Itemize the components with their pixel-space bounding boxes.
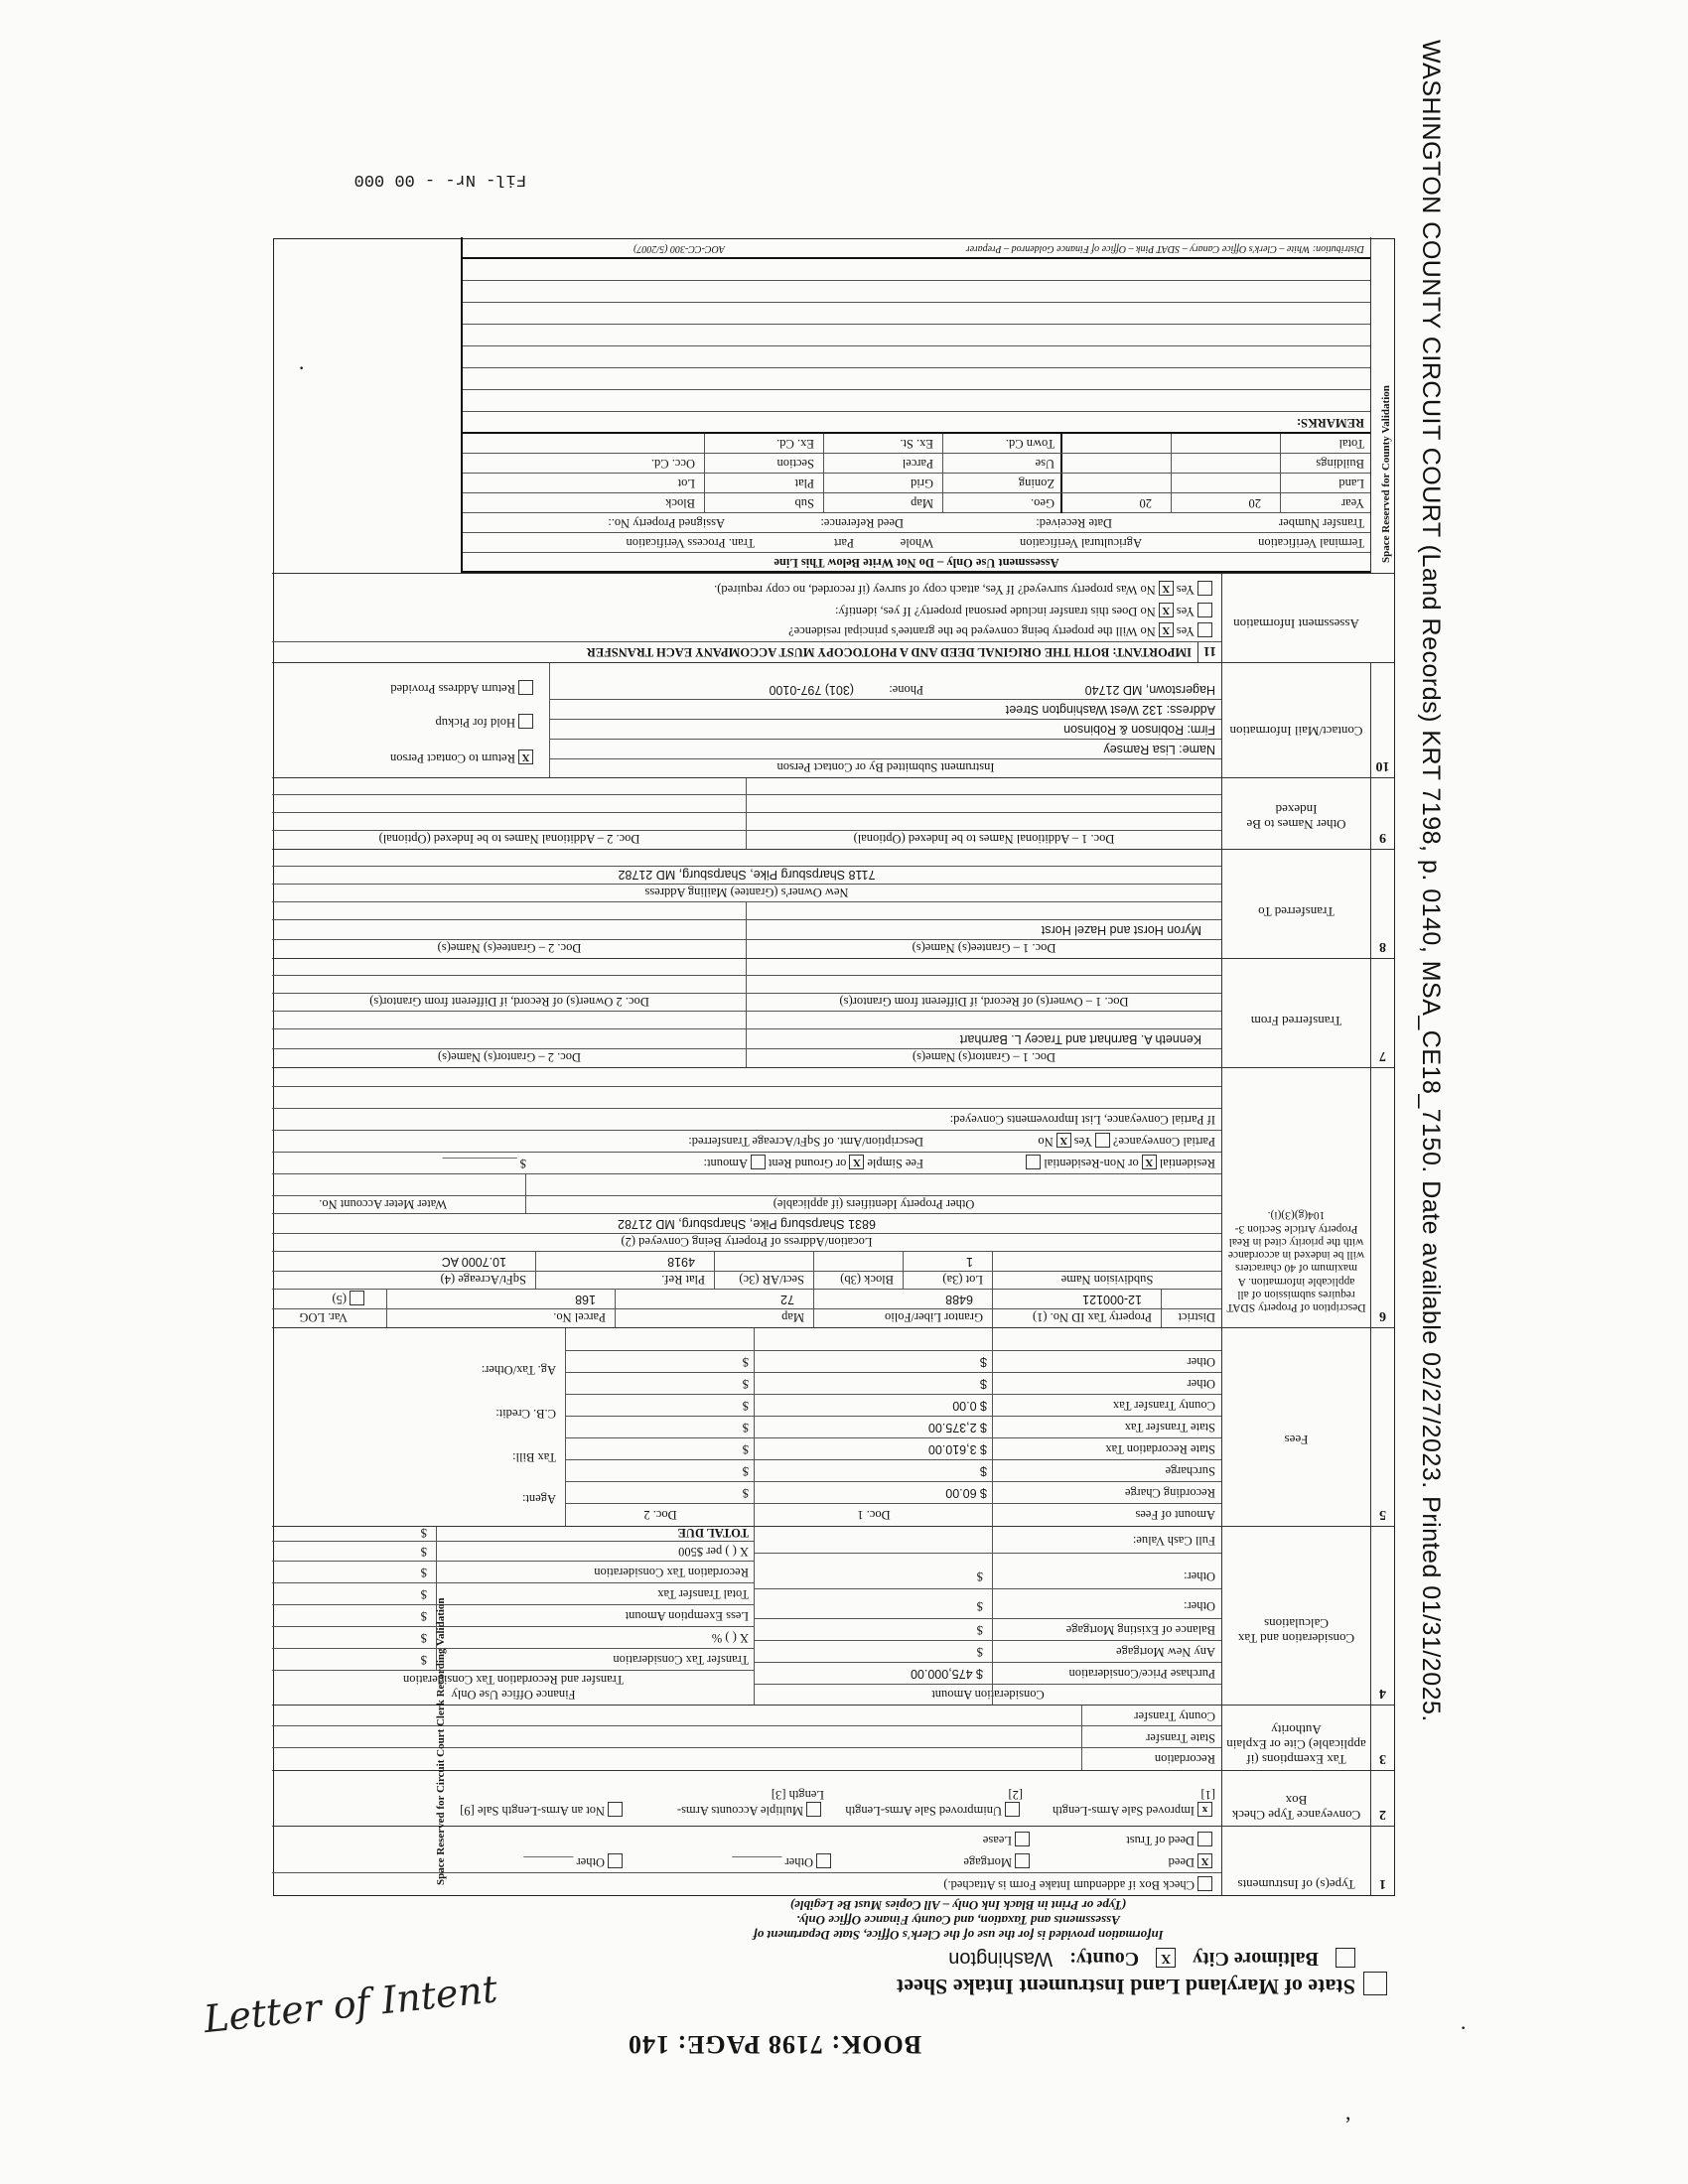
q3-yes-checkbox[interactable] bbox=[1197, 581, 1212, 596]
q2-no-checkbox[interactable]: X bbox=[1159, 603, 1174, 617]
assessment-info-label: Assessment Information bbox=[1221, 574, 1370, 662]
important-notice: IMPORTANT: BOTH THE ORIGINAL DEED AND A PHOTOCOPY MUST ACCOMPANY EACH TRANSFER bbox=[586, 645, 1192, 659]
sub-label: Sub bbox=[794, 496, 814, 510]
section-label: Other Names to Be Indexed bbox=[1221, 778, 1370, 849]
dollar-sign: $ bbox=[976, 1623, 983, 1637]
jurisdiction-row bbox=[936, 1947, 1355, 1970]
margin-mark: · bbox=[298, 355, 306, 380]
contact-firm: Firm: Robinson & Robinson bbox=[1063, 723, 1215, 737]
form-title: State of Maryland Land Instrument Intake Sheet bbox=[896, 1975, 1355, 1999]
baltimore-city-checkbox[interactable] bbox=[1336, 1948, 1355, 1968]
new-owner-address-header: New Owner's (Grantee) Mailing Address bbox=[644, 886, 849, 899]
less-exemption-label: Less Exemption Amount bbox=[625, 1609, 749, 1623]
deed-label: Deed bbox=[1168, 1855, 1195, 1869]
other1-label: Other bbox=[784, 1855, 813, 1869]
section-label: Conveyance Type Check Box bbox=[1221, 1771, 1370, 1826]
section-property-description: 6 Description of Property SDAT requires submission of all applicable information. A maximum of 40 characters will be indexed in accordance with the priority cited in Real Property Article Section 3-104(g)(3)(i). District Property Tax ID No. (1) Grantor Liber/Folio Map Parcel No. Var. LOG 12-000121 6488 72 168 (5) Subdivision Name Lot (3a) Block (3b) Sect/AR (3c) Plat Ref. SqFt/Acreage (4) 1 4918 10.7000 AC Location/Address of Property Being Conveyed (2) 6831 Sharpsburg Pike, Sharpsburg, MD 21782 Other Property Identifiers (if applicable) Water Meter Account No. ResidentialXor Non-Residential Fee SimpleXor Ground RentAmount: $ ____________ Partial Conveyance?YesXNo Description/Amt. of SqFt/Acreage Transferred: If Partial Conveyance, List Improvements Conveyed: bbox=[272, 1067, 1394, 1327]
parcel-value: 168 bbox=[575, 1293, 596, 1306]
town-cd-label: Town Cd. bbox=[1005, 437, 1055, 451]
ag-tax-label: Ag. Tax/Other: bbox=[481, 1363, 556, 1377]
doc1-grantee-header: Doc. 1 – Grantee(s) Name(s) bbox=[912, 941, 1056, 955]
total-transfer-tax-label: Total Transfer Tax bbox=[657, 1587, 749, 1601]
handwritten-note: Letter of Intent bbox=[202, 1967, 500, 2042]
not-arms-length-checkbox[interactable] bbox=[608, 1802, 623, 1817]
section-label: Contact/Mail Information bbox=[1221, 663, 1370, 777]
doc2-header: Doc. 2 bbox=[643, 1508, 677, 1522]
dollar-sign: $ bbox=[742, 1421, 749, 1434]
baltimore-city-label: Baltimore City bbox=[1193, 1948, 1319, 1970]
other-consideration-label: Other: bbox=[1184, 1599, 1215, 1613]
parcel-header: Parcel No. bbox=[553, 1310, 606, 1324]
var-log-header: Var. LOG bbox=[299, 1310, 348, 1324]
residential-checkbox[interactable]: X bbox=[1142, 1155, 1157, 1169]
tax-id-value: 12-000121 bbox=[1082, 1293, 1142, 1306]
tran-process-label: Tran. Process Verification bbox=[626, 536, 755, 550]
no-label: No bbox=[1140, 583, 1156, 597]
tax-id-header: Property Tax ID No. (1) bbox=[1032, 1310, 1152, 1324]
partial-conveyance-label: Partial Conveyance? bbox=[1112, 1135, 1215, 1149]
section-county-use bbox=[272, 237, 1394, 573]
recordation-consideration-label: Recordation Tax Consideration bbox=[594, 1566, 749, 1579]
margin-mark: , bbox=[1345, 2100, 1351, 2124]
dollar-sign: $ bbox=[742, 1355, 749, 1369]
other2-label: Other bbox=[576, 1855, 605, 1869]
no-label: No bbox=[1038, 1135, 1054, 1149]
file-reference: Fil- Nr- - 00 000 bbox=[353, 170, 526, 189]
year-prefix: 20 bbox=[1248, 496, 1261, 510]
year-label: Year bbox=[1340, 496, 1364, 510]
section-number: 6 bbox=[1370, 1068, 1394, 1327]
q1-yes-checkbox[interactable] bbox=[1197, 622, 1212, 637]
section-number: 4 bbox=[1370, 1527, 1394, 1705]
principal-residence-question: Will the property being conveyed be the grantee's principal residence? bbox=[788, 624, 1138, 638]
dollar-sign: $ bbox=[742, 1399, 749, 1413]
multiple-accounts-checkbox[interactable] bbox=[806, 1802, 821, 1817]
location-header: Location/Address of Property Being Conveyed (2) bbox=[621, 1235, 873, 1249]
section-label: Tax Exemptions (if applicable) Cite or Explain Authority bbox=[1221, 1706, 1370, 1770]
ground-rent-checkbox[interactable] bbox=[751, 1155, 766, 1169]
q2-yes-checkbox[interactable] bbox=[1197, 603, 1212, 617]
state-recordation-tax-label: State Recordation Tax bbox=[1105, 1442, 1215, 1456]
unimproved-sale-checkbox[interactable] bbox=[1005, 1802, 1020, 1817]
other-fee-label: Other bbox=[1187, 1377, 1215, 1391]
improvements-label: If Partial Conveyance, List Improvements Conveyed: bbox=[949, 1113, 1215, 1127]
section-fees bbox=[272, 1327, 1394, 1526]
dollar-sign: $ bbox=[420, 1566, 427, 1579]
total-due-label: TOTAL DUE bbox=[677, 1526, 749, 1540]
section-number: 5 bbox=[1370, 1328, 1394, 1526]
section-number: 9 bbox=[1370, 778, 1394, 849]
grantor-liber-value: 6488 bbox=[945, 1293, 973, 1306]
instruction-line: Information provided is for the use of the Clerk's Office, State Department of bbox=[753, 1928, 1164, 1943]
county-value: Washington bbox=[948, 1948, 1054, 1970]
dollar-sign: $ bbox=[519, 1157, 526, 1170]
dollar-sign: $ bbox=[742, 1442, 749, 1456]
multiple-accounts-label: Multiple Accounts Arms-Length [3] bbox=[676, 1788, 824, 1818]
location-value: 6831 Sharpsburg Pike, Sharpsburg, MD 21782 bbox=[618, 1217, 876, 1231]
subdivision-header: Subdivision Name bbox=[1060, 1273, 1154, 1287]
acreage-header: SqFt/Acreage (4) bbox=[440, 1273, 526, 1287]
contact-name: Name: Lisa Ramsey bbox=[1103, 743, 1215, 756]
dollar-sign: $ bbox=[420, 1587, 427, 1601]
no-label: No bbox=[1140, 624, 1156, 638]
buildings-label: Buildings bbox=[1316, 457, 1364, 471]
intake-form bbox=[273, 238, 1395, 2005]
plat-label: Plat bbox=[794, 477, 814, 490]
dollar-sign: $ bbox=[420, 1526, 427, 1540]
plat-ref-header: Plat Ref. bbox=[661, 1273, 705, 1287]
description-amount-label: Description/Amt. of SqFt/Acreage Transferred: bbox=[688, 1135, 923, 1149]
total-label: Total bbox=[1338, 437, 1364, 451]
instruction-line: (Type or Print in Black Ink Only – All Copies Must Be Legible) bbox=[789, 1898, 1127, 1914]
full-cash-value-label: Full Cash Value: bbox=[1132, 1534, 1215, 1548]
use-label: Use bbox=[1035, 457, 1055, 471]
doc1-grantor-header: Doc. 1 – Grantor(s) Name(s) bbox=[912, 1050, 1056, 1064]
no-label: No bbox=[1140, 605, 1156, 618]
deed-checkbox[interactable]: X bbox=[1197, 1853, 1212, 1868]
state-recordation-tax-value: $ 3,610.00 bbox=[927, 1442, 987, 1456]
remarks-label: REMARKS: bbox=[1296, 416, 1364, 430]
recordation-rate-label: X ( ) per $500 bbox=[678, 1545, 749, 1559]
consideration-amount-header: Consideration Amount bbox=[931, 1688, 1045, 1702]
dollar-sign: $ bbox=[976, 1570, 983, 1583]
water-meter-header: Water Meter Account No. bbox=[319, 1197, 447, 1211]
yes-label: Yes bbox=[1176, 605, 1195, 618]
state-transfer-tax-label: State Transfer Tax bbox=[1124, 1421, 1215, 1434]
form-grid bbox=[273, 238, 1395, 1896]
margin-mark: · bbox=[1460, 2015, 1468, 2040]
form-title-area bbox=[551, 1896, 1395, 2005]
partial-no-checkbox[interactable]: X bbox=[1056, 1133, 1071, 1148]
sect-header: Sect/AR (3c) bbox=[739, 1273, 804, 1287]
section-other-names bbox=[272, 777, 1394, 849]
clerk-validation-note: Space Reserved for Circuit Court Clerk Recording Validation bbox=[435, 1597, 447, 1885]
doc2-grantee-header: Doc. 2 – Grantee(s) Name(s) bbox=[437, 941, 582, 955]
county-transfer-exemption-label: County Transfer bbox=[1134, 1709, 1215, 1723]
section-label: Transferred From bbox=[1221, 959, 1370, 1067]
section-number: 10 bbox=[1370, 663, 1394, 777]
section-number: 8 bbox=[1370, 850, 1394, 958]
dollar-sign: $ bbox=[976, 1599, 983, 1613]
improved-sale-checkbox[interactable]: x bbox=[1197, 1802, 1212, 1817]
dollar-sign: $ bbox=[742, 1464, 749, 1478]
dollar-sign: $ bbox=[742, 1486, 749, 1500]
form-code: AOC-CC-300 (5/2007) bbox=[633, 243, 725, 254]
section-label: Fees bbox=[1221, 1328, 1370, 1526]
distribution-line: Distribution: White – Clerk's Office Canary – SDAT Pink – Office of Finance Goldenrod – Preparer bbox=[965, 243, 1364, 254]
q3-no-checkbox[interactable]: X bbox=[1159, 581, 1174, 596]
assessment-use-header: Assessment Use Only – Do Not Write Below This Line bbox=[774, 556, 1059, 570]
return-contact-checkbox[interactable]: X bbox=[518, 750, 533, 764]
existing-mortgage-label: Balance of Existing Mortgage bbox=[1065, 1623, 1215, 1637]
other-fee-value: $ bbox=[980, 1377, 987, 1391]
mortgage-label: Mortgage bbox=[963, 1855, 1012, 1869]
yes-label: Yes bbox=[1073, 1135, 1092, 1149]
block-header: Block (3b) bbox=[840, 1273, 894, 1287]
section-label: Consideration and Tax Calculations bbox=[1221, 1527, 1370, 1705]
recording-charge-value: $ 60.00 bbox=[945, 1486, 987, 1500]
hold-pickup-label: Hold for Pickup bbox=[435, 716, 515, 730]
section-number: 1 bbox=[1370, 1827, 1394, 1895]
section-label: Transferred To bbox=[1221, 850, 1370, 958]
return-address-label: Return Address Provided bbox=[390, 682, 515, 696]
finance-office-subheader: Transfer and Recordation Tax Consideration bbox=[403, 1673, 624, 1687]
contact-address: Address: 132 West Washington Street bbox=[1005, 703, 1215, 717]
q1-no-checkbox[interactable]: X bbox=[1159, 622, 1174, 637]
ground-rent-amount-label: Amount: bbox=[703, 1157, 748, 1170]
dollar-sign: $ bbox=[420, 1631, 427, 1645]
recording-charge-label: Recording Charge bbox=[1124, 1486, 1215, 1500]
recordation-exemption-label: Recordation bbox=[1154, 1752, 1215, 1766]
new-owner-address-value: 7118 Sharpsburg Pike, Sharpsburg, MD 21782 bbox=[618, 868, 876, 882]
non-residential-checkbox[interactable] bbox=[1026, 1155, 1041, 1169]
finance-office-header: Finance Office Use Only bbox=[451, 1688, 576, 1702]
geo-label: Geo. bbox=[1031, 496, 1055, 510]
doc1-additional-names-header: Doc. 1 – Additional Names to be Indexed (Optional) bbox=[853, 832, 1115, 846]
yes-label: Yes bbox=[1176, 624, 1195, 638]
date-received-label: Date Received: bbox=[1036, 516, 1112, 530]
other2-checkbox[interactable] bbox=[608, 1853, 623, 1868]
section-label-county: Section bbox=[776, 457, 814, 471]
lot-header: Lot (3a) bbox=[942, 1273, 983, 1287]
tax-rate-label: X ( ) % bbox=[711, 1631, 749, 1645]
terminal-verification-label: Terminal Verification bbox=[1258, 536, 1364, 550]
agent-label: Agent: bbox=[521, 1492, 556, 1506]
section-number: 7 bbox=[1370, 959, 1394, 1067]
section-instrument-type: 1 Type(s) of Instruments Check Box if addendum Intake Form is Attached.) XDeed Mortgage Other ________ Other ________ Deed of Trust Lease bbox=[272, 1826, 1394, 1895]
section-transferred-from bbox=[272, 958, 1394, 1067]
section-number: 11 bbox=[1197, 642, 1221, 662]
transfer-number-label: Transfer Number bbox=[1279, 516, 1364, 530]
ex-st-label: Ex. St. bbox=[900, 437, 933, 451]
cb-credit-label: C.B. Credit: bbox=[495, 1407, 556, 1421]
assigned-property-label: Assigned Property No.: bbox=[608, 516, 725, 530]
zoning-label: Zoning bbox=[1018, 477, 1055, 490]
doc1-grantee-value: Myron Horst and Hazel Horst bbox=[1041, 923, 1201, 937]
section-contact-info bbox=[272, 662, 1394, 777]
fee-simple-label: Fee Simple bbox=[867, 1157, 923, 1170]
parcel-label: Parcel bbox=[902, 457, 933, 471]
return-contact-label: Return to Contact Person bbox=[389, 751, 515, 765]
improved-sale-label: Improved Sale Arms-Length [1] bbox=[1052, 1788, 1215, 1818]
other-fee-value: $ bbox=[980, 1355, 987, 1369]
plat-ref-value: 4918 bbox=[667, 1255, 695, 1269]
book-page-stamp: BOOK: 7198 PAGE: 140 bbox=[627, 2030, 922, 2059]
grantor-liber-header: Grantor Liber/Folio bbox=[885, 1310, 983, 1324]
contact-city: Hagerstown, MD 21740 bbox=[1084, 683, 1215, 697]
deed-of-trust-checkbox[interactable] bbox=[1197, 1832, 1212, 1846]
other-fee-label: Other bbox=[1187, 1355, 1215, 1369]
ex-cd-label: Ex. Cd. bbox=[776, 437, 814, 451]
grid-label: Grid bbox=[911, 477, 933, 490]
form-instructions bbox=[561, 1897, 1355, 1942]
occ-cd-label: Occ. Cd. bbox=[650, 457, 695, 471]
surcharge-label: Surcharge bbox=[1165, 1464, 1215, 1478]
doc1-header: Doc. 1 bbox=[857, 1508, 891, 1522]
county-transfer-tax-value: $ 0.00 bbox=[952, 1399, 987, 1413]
dollar-sign: $ bbox=[420, 1653, 427, 1667]
state-transfer-tax-value: $ 2,375.00 bbox=[927, 1421, 987, 1434]
fee-simple-checkbox[interactable]: X bbox=[849, 1155, 864, 1169]
state-transfer-exemption-label: State Transfer bbox=[1146, 1731, 1215, 1745]
phone-value: (301) 797-0100 bbox=[769, 683, 854, 697]
surcharge-value: $ bbox=[980, 1464, 987, 1478]
doc2-grantor-header: Doc. 2 – Grantor(s) Name(s) bbox=[437, 1050, 582, 1064]
yes-label: Yes bbox=[1176, 583, 1195, 597]
whole-label: Whole bbox=[900, 536, 933, 550]
doc2-owner-header: Doc. 2 Owner(s) of Record, if Different from Grantor(s) bbox=[369, 995, 649, 1009]
lease-checkbox[interactable] bbox=[1015, 1832, 1030, 1846]
transfer-tax-consideration-label: Transfer Tax Consideration bbox=[613, 1653, 749, 1667]
phone-label: Phone: bbox=[889, 683, 923, 697]
doc1-owner-header: Doc. 1 – Owner(s) of Record, if Different from Grantor(s) bbox=[839, 995, 1129, 1009]
var-log-note: (5) bbox=[332, 1293, 347, 1306]
return-address-checkbox[interactable] bbox=[518, 680, 533, 695]
other-consideration-label: Other: bbox=[1184, 1570, 1215, 1583]
section-transferred-to bbox=[272, 849, 1394, 958]
partial-yes-checkbox[interactable] bbox=[1095, 1133, 1110, 1148]
addendum-checkbox[interactable] bbox=[1197, 1876, 1212, 1891]
section-number: 2 bbox=[1370, 1771, 1394, 1826]
ground-rent-label: or Ground Rent bbox=[768, 1157, 847, 1170]
tax-bill-label: Tax Bill: bbox=[512, 1450, 556, 1464]
submitted-by-header: Instrument Submitted By or Contact Person bbox=[776, 760, 995, 774]
new-mortgage-label: Any New Mortgage bbox=[1116, 1645, 1215, 1659]
lot-value: 1 bbox=[966, 1255, 973, 1269]
lease-label: Lease bbox=[982, 1834, 1012, 1847]
district-header: District bbox=[1178, 1310, 1215, 1324]
section-label: Type(s) of Instruments bbox=[1221, 1827, 1370, 1895]
residential-label: Residential bbox=[1159, 1157, 1215, 1170]
county-transfer-tax-label: County Transfer Tax bbox=[1112, 1399, 1215, 1413]
acreage-value: 10.7000 AC bbox=[441, 1255, 506, 1269]
purchase-price-value: $ 475,000.00 bbox=[911, 1667, 983, 1681]
dollar-sign: $ bbox=[420, 1609, 427, 1623]
block-label: Block bbox=[665, 496, 695, 510]
form-checkbox[interactable] bbox=[1363, 1972, 1387, 1995]
unimproved-sale-label: Unimproved Sale Arms-Length [2] bbox=[845, 1788, 1023, 1818]
instruction-line: Assessments and Taxation, and County Finance Office Only. bbox=[796, 1913, 1120, 1929]
map-value: 72 bbox=[780, 1293, 794, 1306]
dollar-sign: $ bbox=[420, 1545, 427, 1559]
map-header: Map bbox=[781, 1310, 804, 1324]
county-label: County: bbox=[1069, 1948, 1140, 1970]
section-important bbox=[272, 573, 1394, 662]
purchase-price-label: Purchase Price/Consideration bbox=[1068, 1667, 1215, 1681]
amount-of-fees-header: Amount of Fees bbox=[1135, 1508, 1215, 1522]
land-label: Land bbox=[1338, 477, 1364, 490]
dollar-sign: $ bbox=[742, 1377, 749, 1391]
county-validation-note: Space Reserved for County Validation bbox=[1380, 385, 1392, 563]
part-label: Part bbox=[833, 536, 854, 550]
not-arms-length-label: Not an Arms-Length Sale [9] bbox=[460, 1804, 605, 1818]
deed-reference-label: Deed Reference: bbox=[820, 516, 904, 530]
agricultural-verification-label: Agricultural Verification bbox=[1020, 536, 1142, 550]
doc1-grantor-value: Kenneth A. Barnhart and Tracey L. Barnhart bbox=[959, 1032, 1201, 1046]
mortgage-checkbox[interactable] bbox=[1015, 1853, 1030, 1868]
lot-label: Lot bbox=[677, 477, 695, 490]
archive-header: WASHINGTON COUNTY CIRCUIT COURT (Land Records) KRT 7198, p. 0140, MSA_CE18_7150. Date available 02/27/2023. Printed 01/31/2025. bbox=[1417, 40, 1445, 1722]
doc2-additional-names-header: Doc. 2 – Additional Names to be Indexed (Optional) bbox=[378, 832, 640, 846]
county-checkbox[interactable]: X bbox=[1156, 1948, 1176, 1968]
personal-property-question: Does this transfer include personal property? If yes, identify: bbox=[834, 605, 1138, 618]
non-residential-label: or Non-Residential bbox=[1044, 1157, 1139, 1170]
addendum-label: Check Box if addendum Intake Form is Attached.) bbox=[943, 1878, 1195, 1892]
year-prefix: 20 bbox=[1139, 496, 1152, 510]
survey-question: Was property surveyed? If Yes, attach copy of survey (if recorded, no copy required). bbox=[714, 583, 1138, 597]
other1-checkbox[interactable] bbox=[816, 1853, 831, 1868]
dollar-sign: $ bbox=[976, 1645, 983, 1659]
section-number: 3 bbox=[1370, 1706, 1394, 1770]
hold-pickup-checkbox[interactable] bbox=[518, 714, 533, 729]
var-log-checkbox[interactable] bbox=[350, 1291, 364, 1305]
deed-of-trust-label: Deed of Trust bbox=[1126, 1834, 1195, 1847]
section-label: Description of Property SDAT requires submission of all applicable information. A maximum of 40 characters will be indexed in accordance with the priority cited in Real Property Article Section 3-104(g)(3)(i). bbox=[1221, 1068, 1370, 1327]
map-label: Map bbox=[911, 496, 933, 510]
other-identifiers-header: Other Property Identifiers (if applicable) bbox=[773, 1197, 975, 1211]
